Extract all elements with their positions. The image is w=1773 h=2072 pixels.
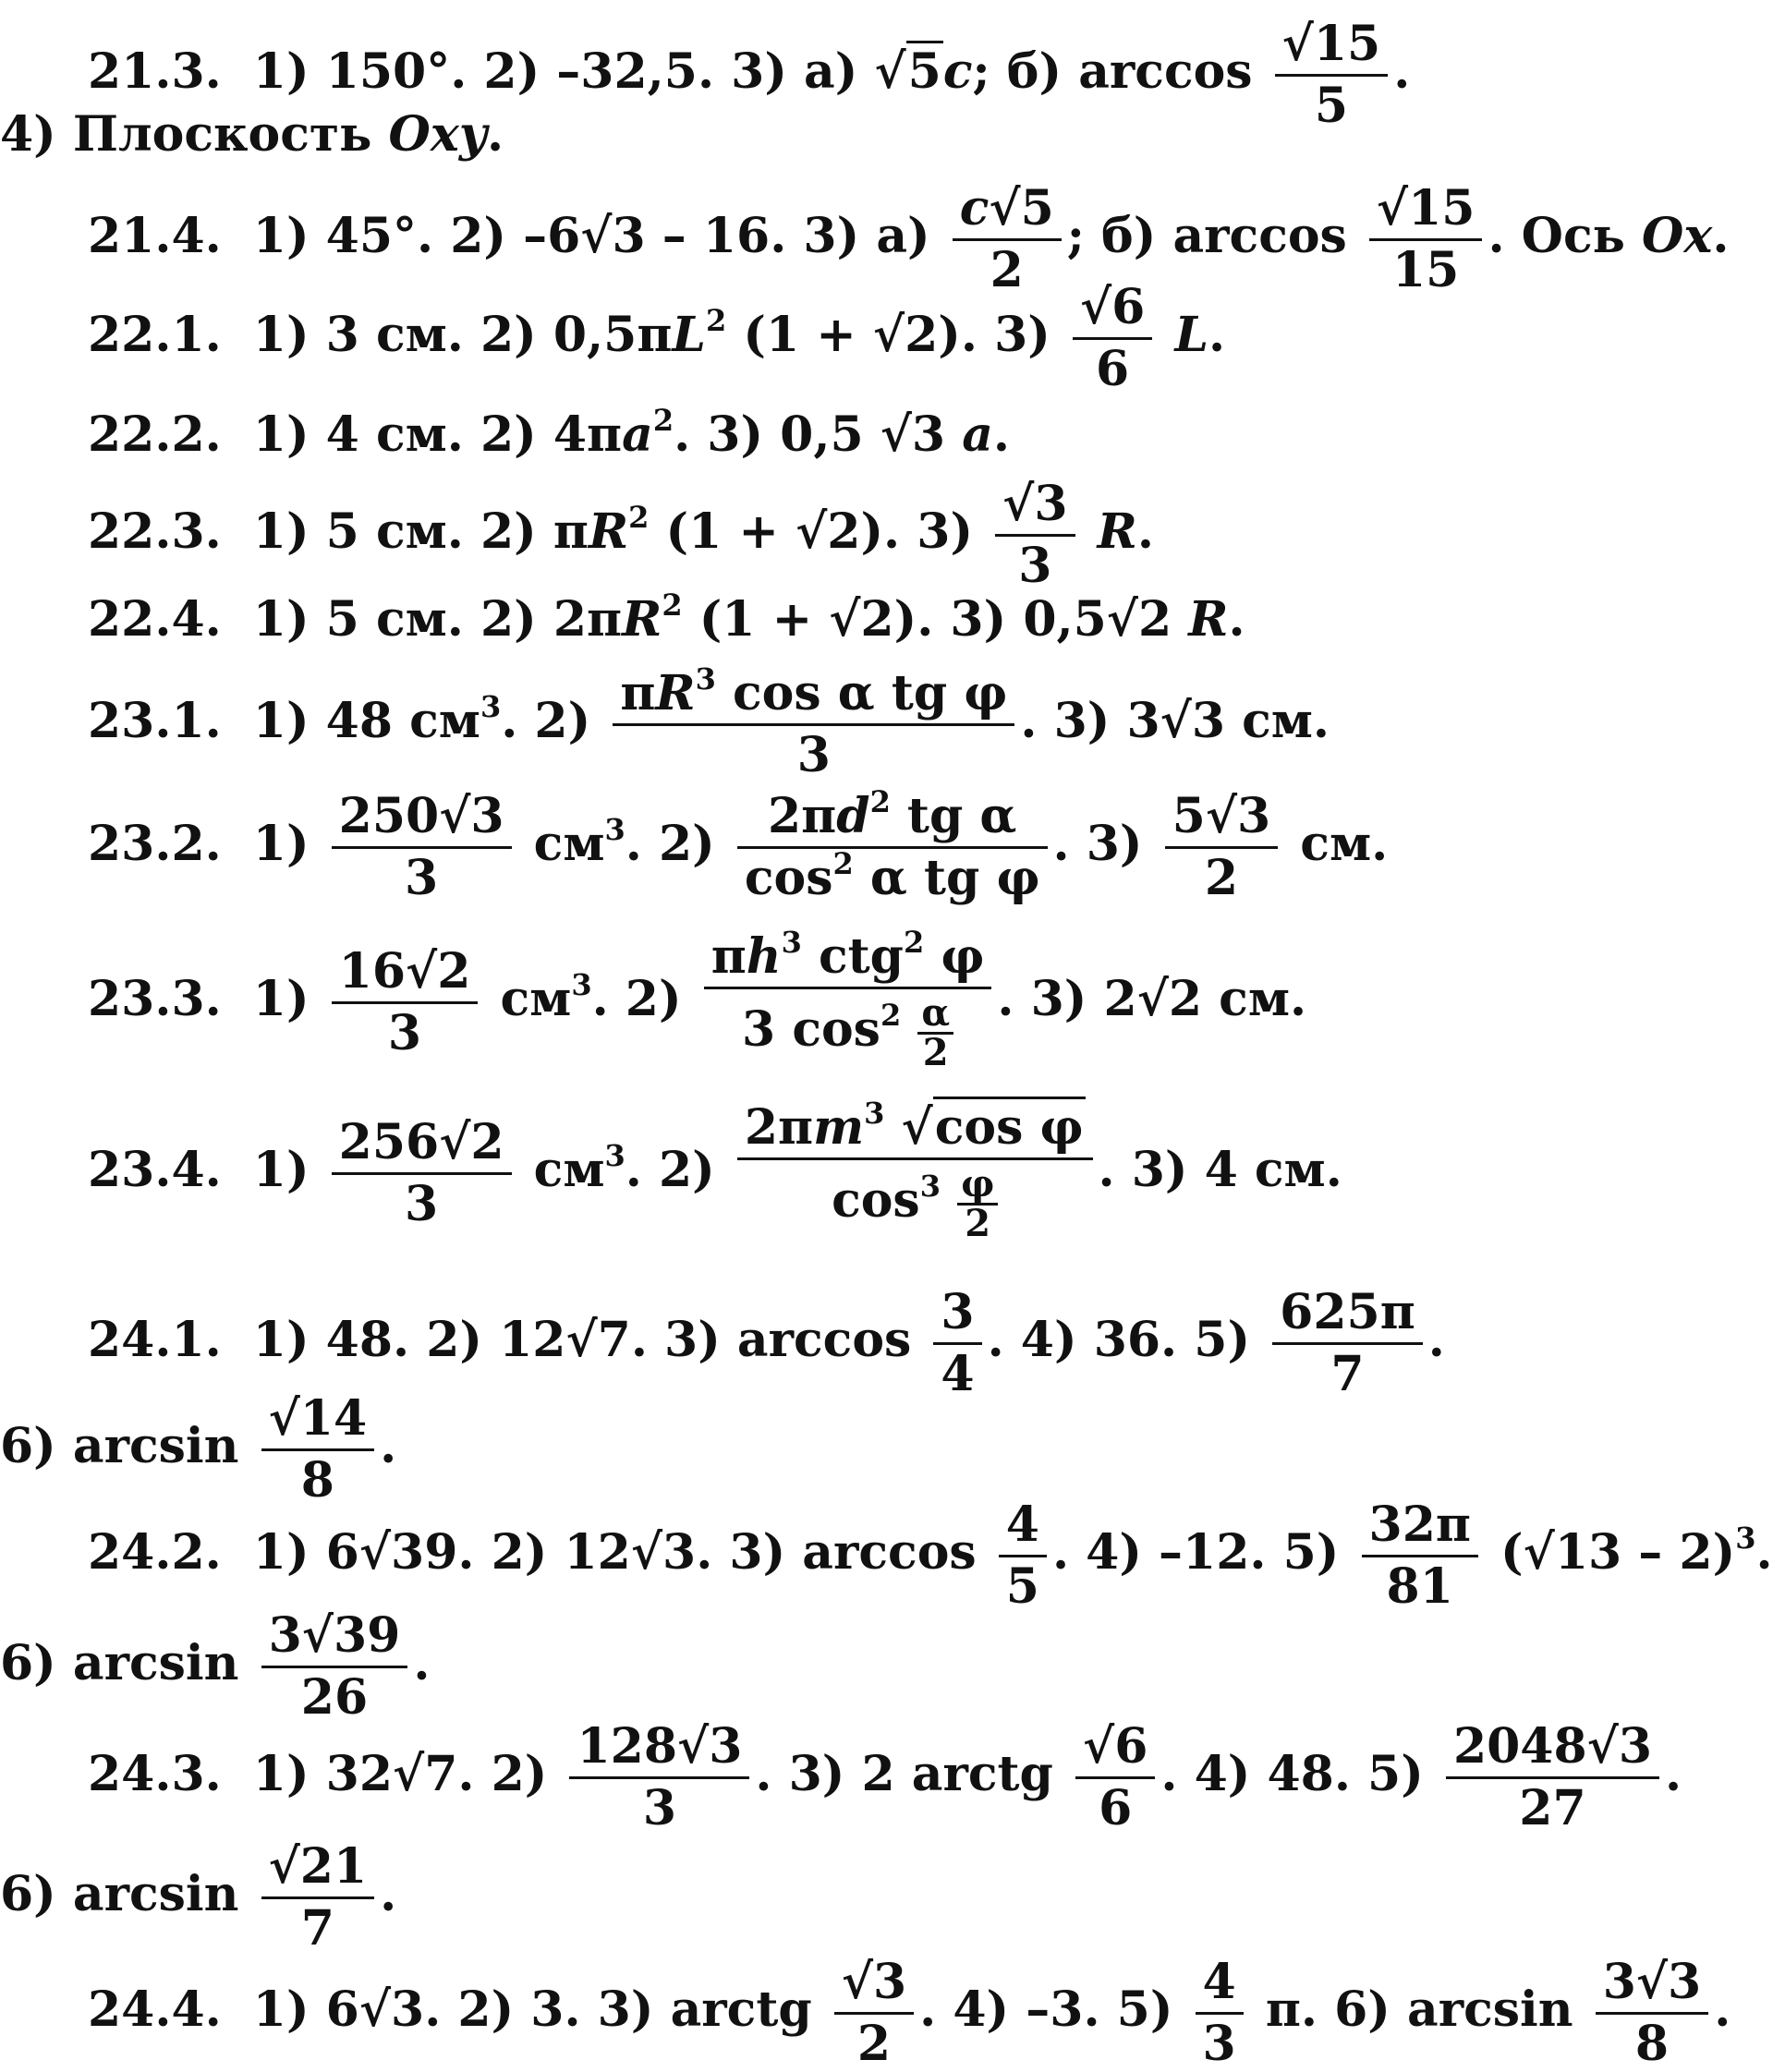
answer-number: 24.3. — [88, 1746, 222, 1802]
answer-24-2: 24.2. 1) 6√39. 2) 12√3. 3) arccos $\frac{4}{5}$ . 4) –12. 5) $\frac{32\pi}{81}$ (√13 – 2)$^3$. — [88, 1496, 1773, 1615]
answer-number: 23.2. — [88, 816, 222, 872]
answer-23-3: 23.3. 1) $\frac{16√2}{3}$ $см^3$. 2) $\pi h^3$ ctg$^2$ φ 3 $\cos^2$ $\frac{\alpha}{2}$ . 3) 2√2 см. — [88, 925, 1307, 1074]
answer-22-4: 22.4. 1) 5 см. 2) $2\pi R^2$ (1 + √2). 3) 0,5√2 R. — [88, 588, 1245, 648]
answer-24-2-cont: 6) arcsin $\frac{3√39}{26}$ . — [0, 1607, 431, 1726]
answer-number: 23.4. — [88, 1141, 222, 1198]
answer-21-3-cont: 4) Плоскость Oxy. — [0, 106, 504, 163]
answer-number: 22.4. — [88, 591, 222, 648]
answer-21-4: 21.4. 1) 45°. 2) –6√3 – 16. 3) а) $\frac{c√5}{2}$ ; б) arccos $\frac{√15}{15}$ . Ось Ox. — [88, 180, 1730, 298]
answer-number: 22.1. — [88, 307, 222, 363]
answer-23-4: 23.4. 1) $\frac{256√2}{3}$ $см^3$. 2) $2\pi m^3$ √cos φ $\cos^3$ $\frac{\varphi}{2}$ . 3) 4 см. — [88, 1096, 1342, 1245]
answer-24-3-cont: 6) arcsin $\frac{√21}{7}$ . — [0, 1838, 397, 1957]
answer-22-3: 22.3. 1) 5 см. 2) $\pi R^2$ (1 + √2). 3) $\frac{√3}{3}$ R. — [88, 476, 1154, 594]
answer-number: 24.2. — [88, 1524, 222, 1581]
answer-number: 23.3. — [88, 970, 222, 1027]
answer-23-1: 23.1. 1) 48 $см^3$. 2) $\frac{\pi R^3 \cos \alpha tg \varphi}{3}$ . 3) 3√3 см. — [88, 661, 1330, 783]
answer-21-3: 21.3. 1) 150°. 2) –32,5. 3) а) √5c; б) arccos $\frac{√15}{5}$ . — [88, 16, 1411, 134]
answer-24-1-cont: 6) arcsin $\frac{√14}{8}$ . — [0, 1390, 397, 1509]
answer-number: 21.3. — [88, 43, 222, 100]
answer-number: 22.3. — [88, 503, 222, 560]
answer-22-1: 22.1. 1) 3 см. 2) $0,5\pi L^2$ (1 + √2). 3) $\frac{√6}{6}$ L. — [88, 279, 1226, 397]
answer-number: 22.2. — [88, 406, 222, 463]
answer-24-3: 24.3. 1) 32√7. 2) $\frac{128√3}{3}$ . 3) 2 arctg $\frac{√6}{6}$ . 4) 48. 5) $\frac{2048√3}{27}$ . — [88, 1718, 1682, 1836]
answer-number: 21.4. — [88, 208, 222, 264]
answer-24-4: 24.4. 1) 6√3. 2) 3. 3) arctg $\frac{√3}{2}$ . 4) –3. 5) $\frac{4}{3}$ π. 6) arcsin $\frac{3√3}{8}$ . — [88, 1954, 1731, 2072]
answer-23-2: 23.2. 1) $\frac{250√3}{3}$ $см^3$. 2) $\frac{2\pi d^2 tg \alpha}{\cos^2 \alpha tg \varphi}$ . 3) $\frac{5√3}{2}$ см. — [88, 784, 1389, 906]
answer-number: 24.4. — [88, 1981, 222, 2038]
answer-number: 23.1. — [88, 693, 222, 749]
answer-number: 24.1. — [88, 1312, 222, 1368]
answer-22-2: 22.2. 1) 4 см. 2) $4\pi a^2$. 3) 0,5 √3 a. — [88, 403, 1011, 463]
answer-24-1: 24.1. 1) 48. 2) 12√7. 3) arccos $\frac{3}{4}$ . 4) 36. 5) $\frac{625\pi}{7}$ . — [88, 1284, 1445, 1402]
